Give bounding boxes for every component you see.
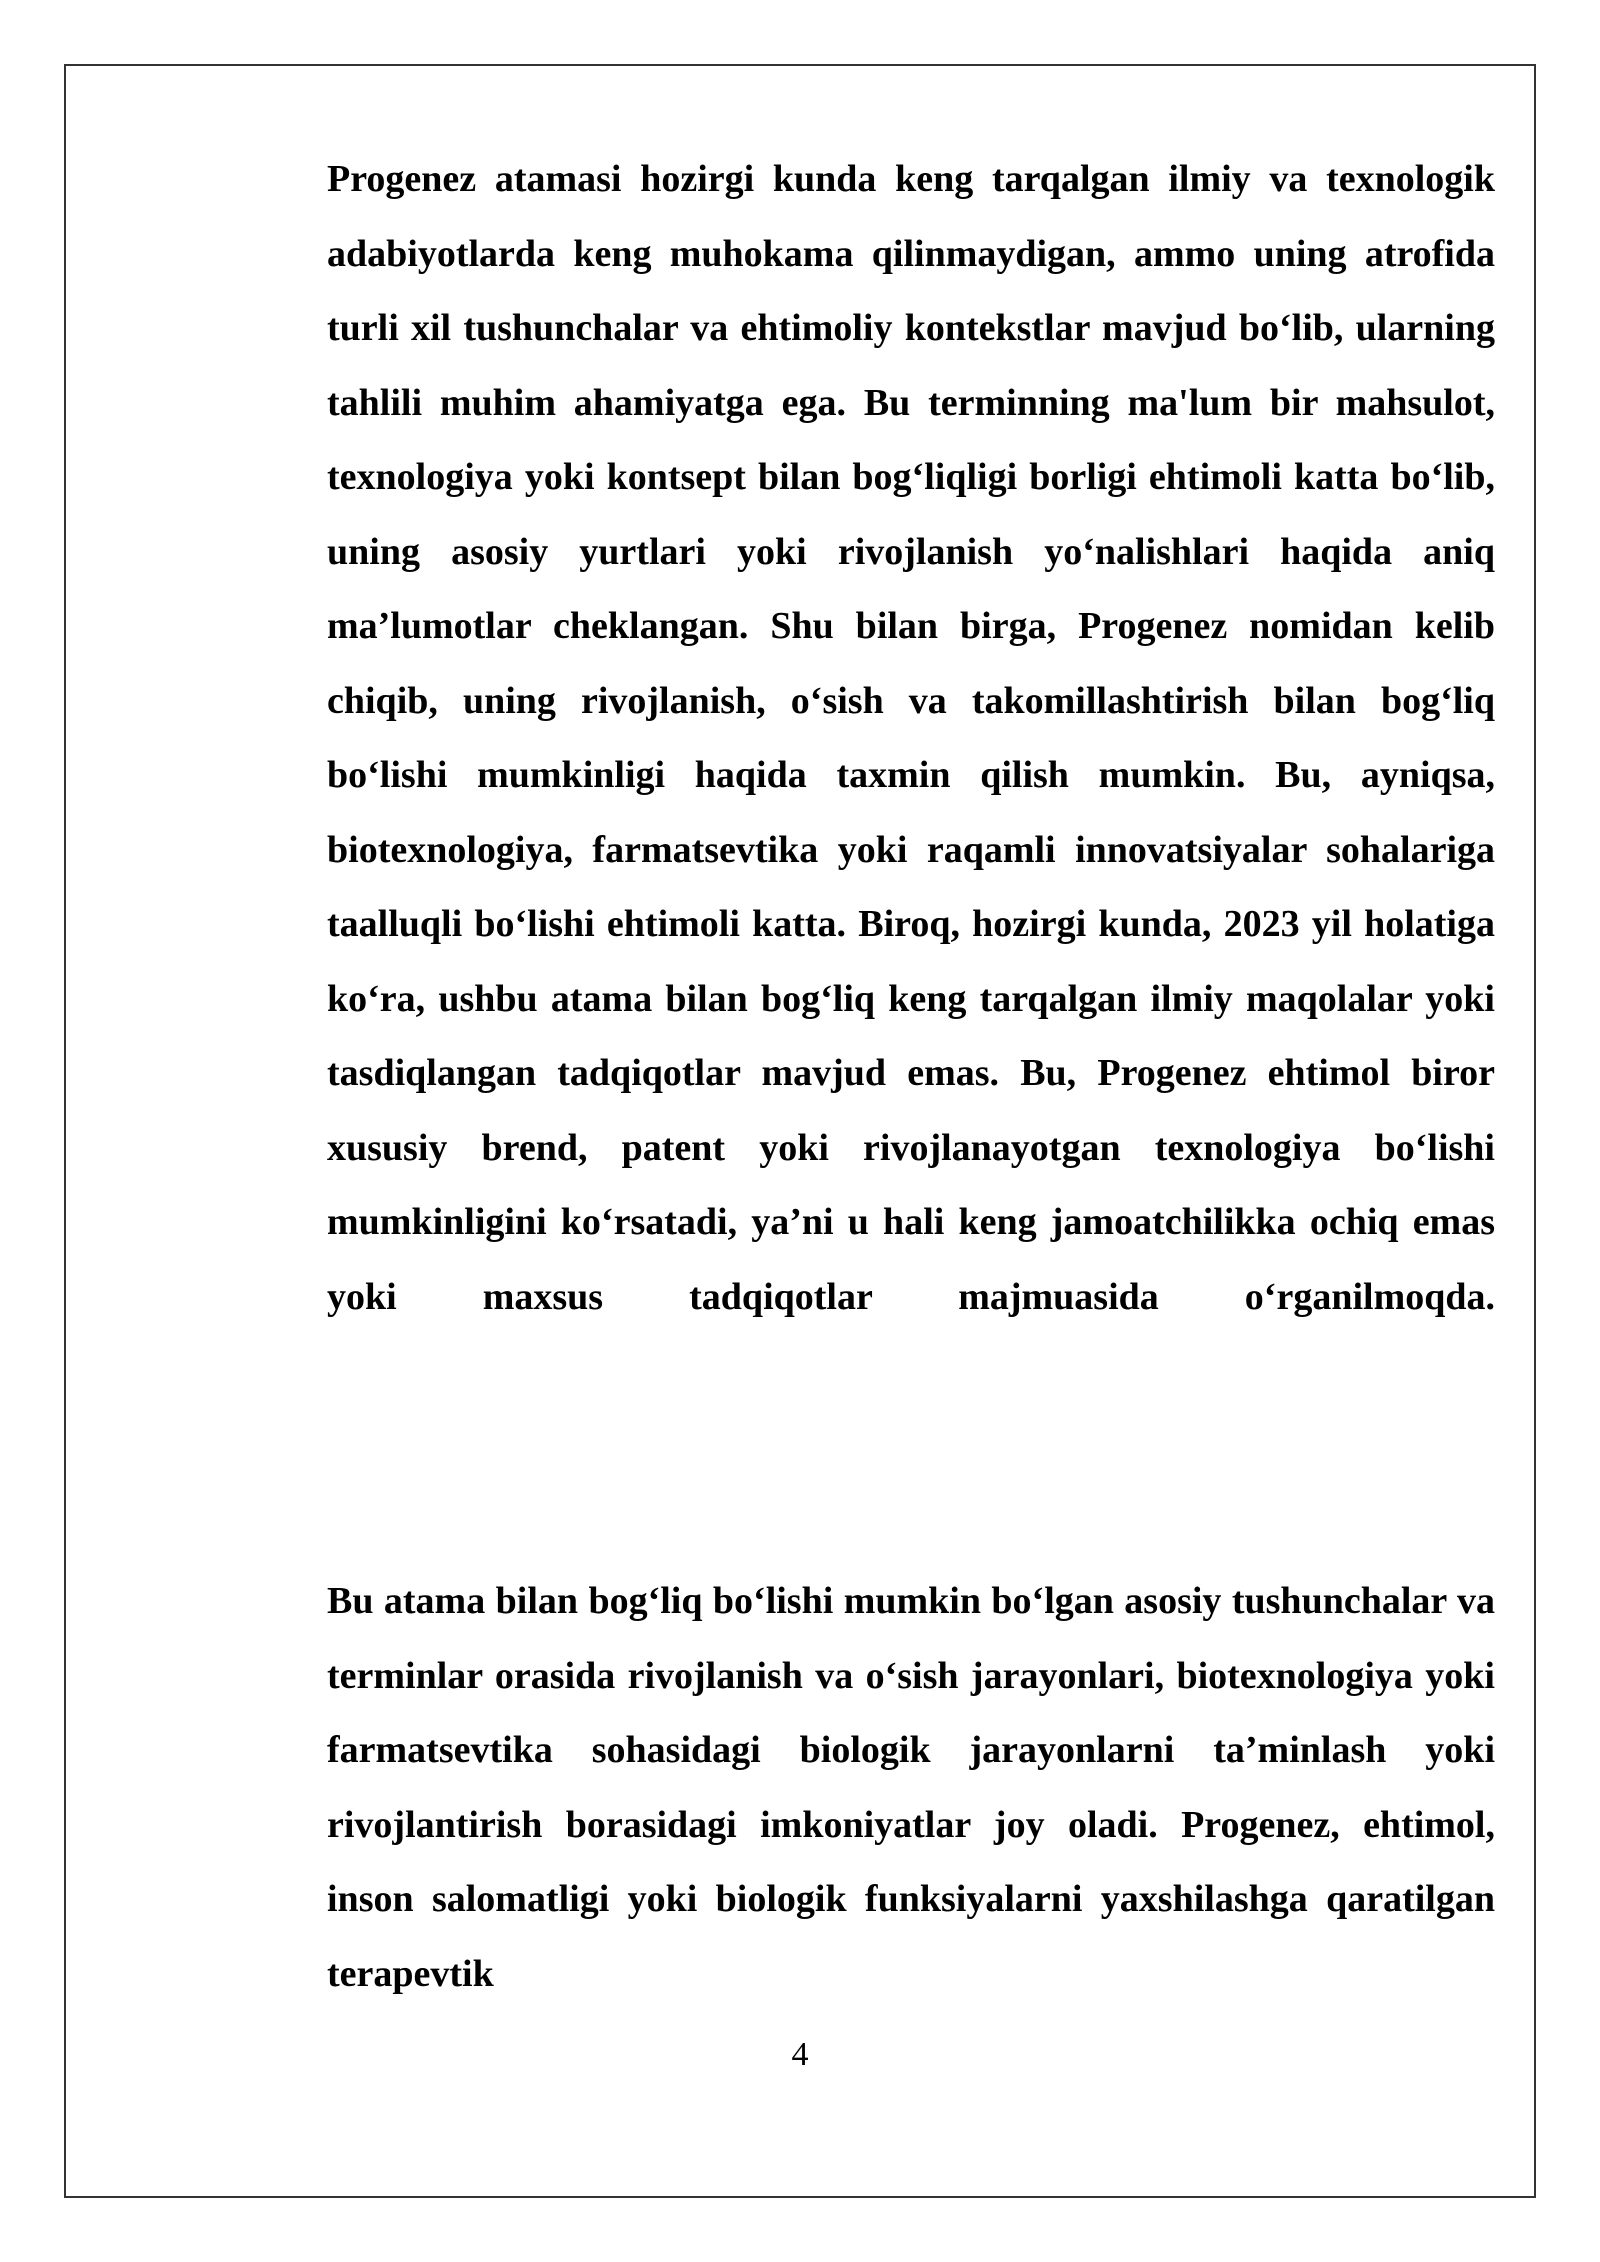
page-number: 4 xyxy=(791,2036,809,2073)
body-paragraph-1: Progenez atamasi hozirgi kunda keng tarqalgan ilmiy va texnologik adabiyotlarda keng muhokama qilinmaydigan, ammo uning atrofida turli xil tushunchalar va ehtimoliy kontekstlar mavjud bo‘lib, ularning tahlili muhim ahamiyatga ega. Bu terminning ma'lum bir mahsulot, texnologiya yoki kontsept bilan bog‘liqligi borligi ehtimoli katta bo‘lib, uning asosiy yurtlari yoki rivojlanish yo‘nalishlari haqida aniq ma’lumotlar cheklangan. Shu bilan birga, Progenez nomidan kelib chiqib, uning rivojlanish, o‘sish va takomillashtirish bilan bog‘liq bo‘lishi mumkinligi haqida taxmin qilish mumkin. Bu, ayniqsa, biotexnologiya, farmatsevtika yoki raqamli innovatsiyalar sohalariga taalluqli bo‘lishi ehtimoli katta. Biroq, hozirgi kunda, 2023 yil holatiga ko‘ra, ushbu atama bilan bog‘liq keng tarqalgan ilmiy maqolalar yoki tasdiqlangan tadqiqotlar mavjud emas. Bu, Progenez ehtimol biror xususiy brend, patent yoki rivojlanayotgan texnologiya bo‘lishi mumkinligini ko‘rsatadi, ya’ni u hali keng jamoatchilikka ochiq emas yoki maxsus tadqiqotlar majmuasida o‘rganilmoqda. xyxy=(327,158,1495,1318)
body-paragraph-2: Bu atama bilan bog‘liq bo‘lishi mumkin bo‘lgan asosiy tushunchalar va terminlar orasida rivojlanish va o‘sish jarayonlari, biotexnologiya yoki farmatsevtika sohasidagi biologik jarayonlarni ta’minlash yoki rivojlantirish borasidagi imkoniyatlar joy oladi. Progenez, ehtimol, inson salomatligi yoki biologik funksiyalarni yaxshilashga qaratilgan terapevtik xyxy=(327,1580,1495,1995)
